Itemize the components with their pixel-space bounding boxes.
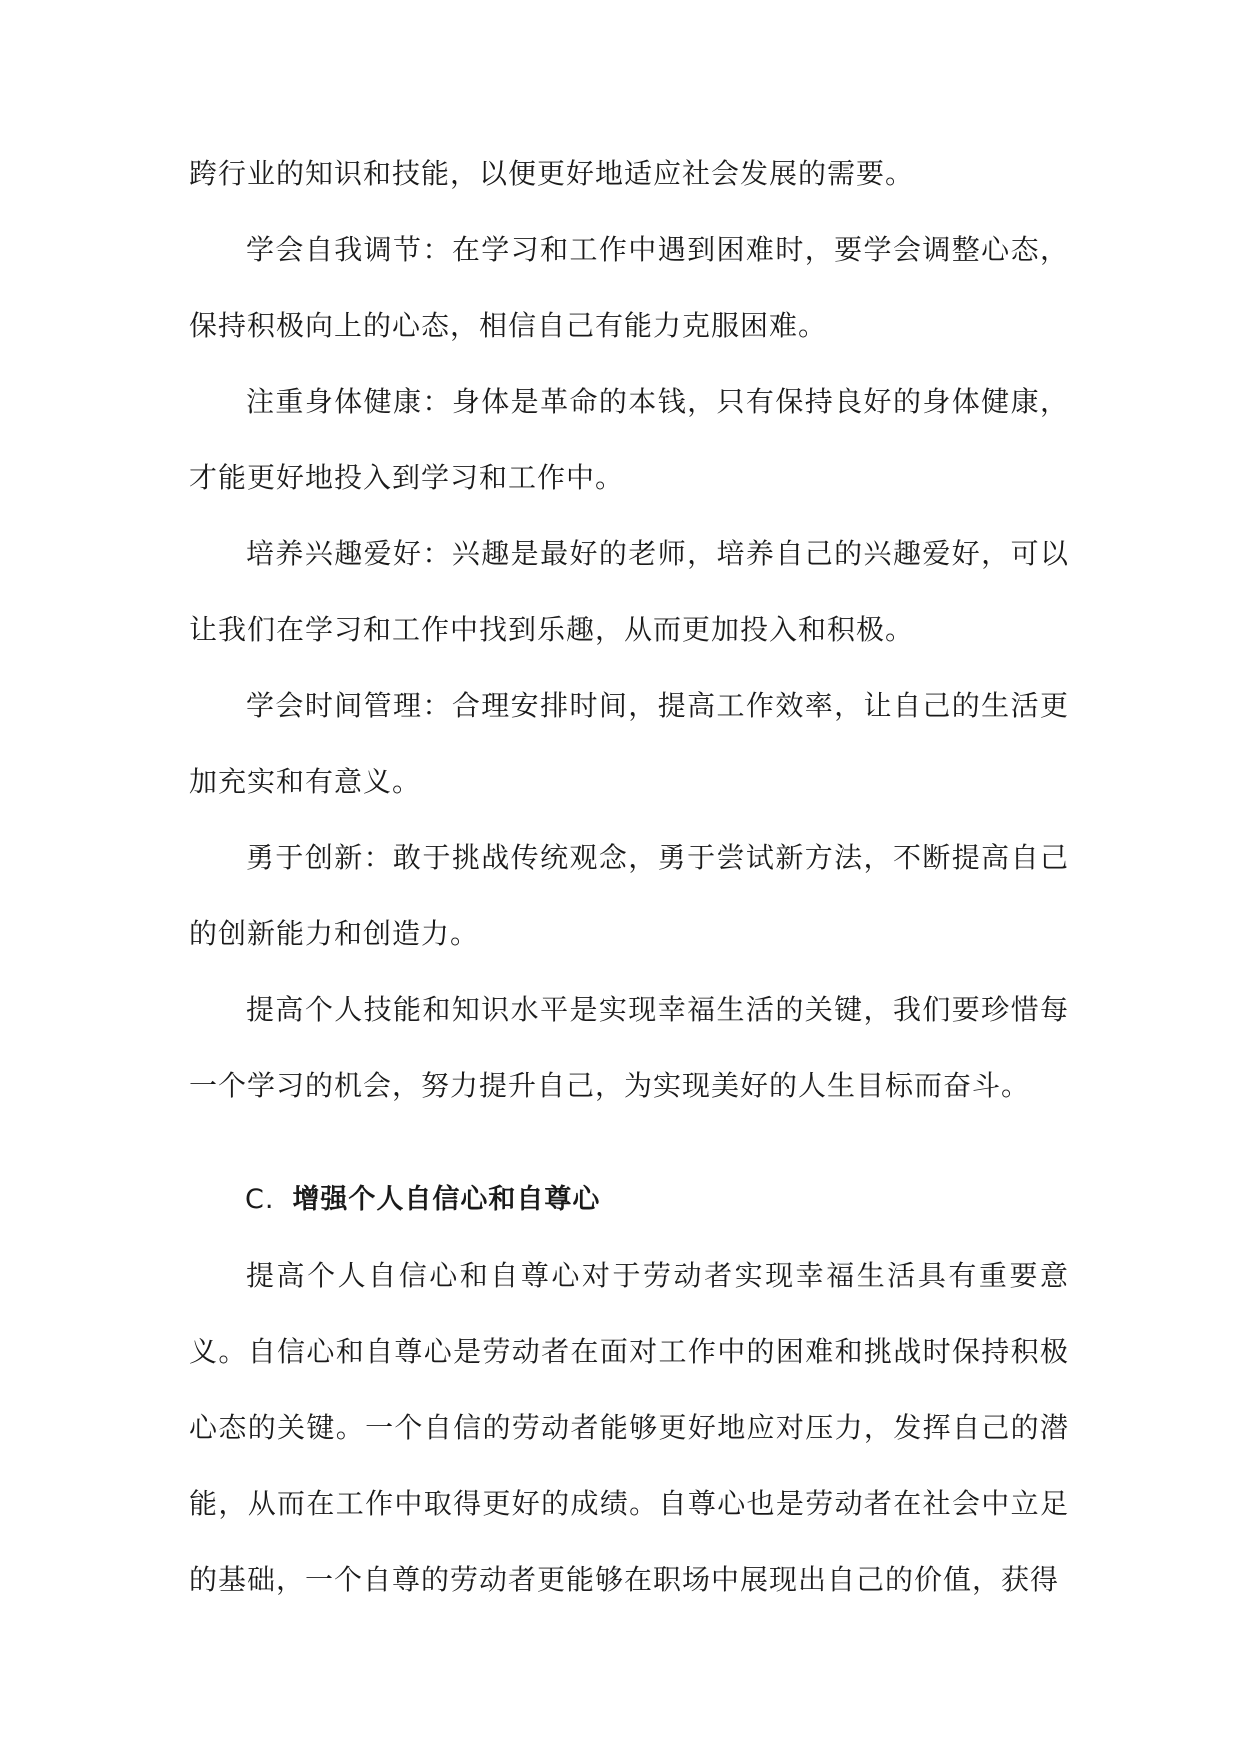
section-title: 增强个人自信心和自尊心 — [292, 1184, 601, 1215]
paragraph-summary: 提高个人技能和知识水平是实现幸福生活的关键，我们要珍惜每一个学习的机会，努力提升自己，为实现美好的人生目标而奋斗。 — [189, 993, 1069, 1102]
paragraph-continuation: 跨行业的知识和技能，以便更好地适应社会发展的需要。 — [189, 157, 915, 190]
document-body — [189, 136, 1069, 1618]
paragraph-self-regulation: 学会自我调节：在学习和工作中遇到困难时，要学会调整心态，保持积极向上的心态，相信自己有能力克服困难。 — [189, 233, 1069, 342]
paragraph-hobbies: 培养兴趣爱好：兴趣是最好的老师，培养自己的兴趣爱好，可以让我们在学习和工作中找到乐趣，从而更加投入和积极。 — [189, 537, 1069, 646]
paragraph-innovation: 勇于创新：敢于挑战传统观念，勇于尝试新方法，不断提高自己的创新能力和创造力。 — [189, 841, 1069, 950]
paragraph-time-management: 学会时间管理：合理安排时间，提高工作效率，让自己的生活更加充实和有意义。 — [189, 689, 1069, 798]
section-heading — [189, 1124, 1069, 1238]
paragraph-health: 注重身体健康：身体是革命的本钱，只有保持良好的身体健康，才能更好地投入到学习和工作中。 — [189, 385, 1069, 494]
paragraph-confidence: 提高个人自信心和自尊心对于劳动者实现幸福生活具有重要意义。自信心和自尊心是劳动者在面对工作中的困难和挑战时保持积极心态的关键。一个自信的劳动者能够更好地应对压力，发挥自己的潜能，从而在工作中取得更好的成绩。自尊心也是劳动者在社会中立足的基础，一个自尊的劳动者更能够在职场中展现出自己的价值，获得 — [189, 1259, 1069, 1596]
section-label: C. — [245, 1184, 275, 1215]
